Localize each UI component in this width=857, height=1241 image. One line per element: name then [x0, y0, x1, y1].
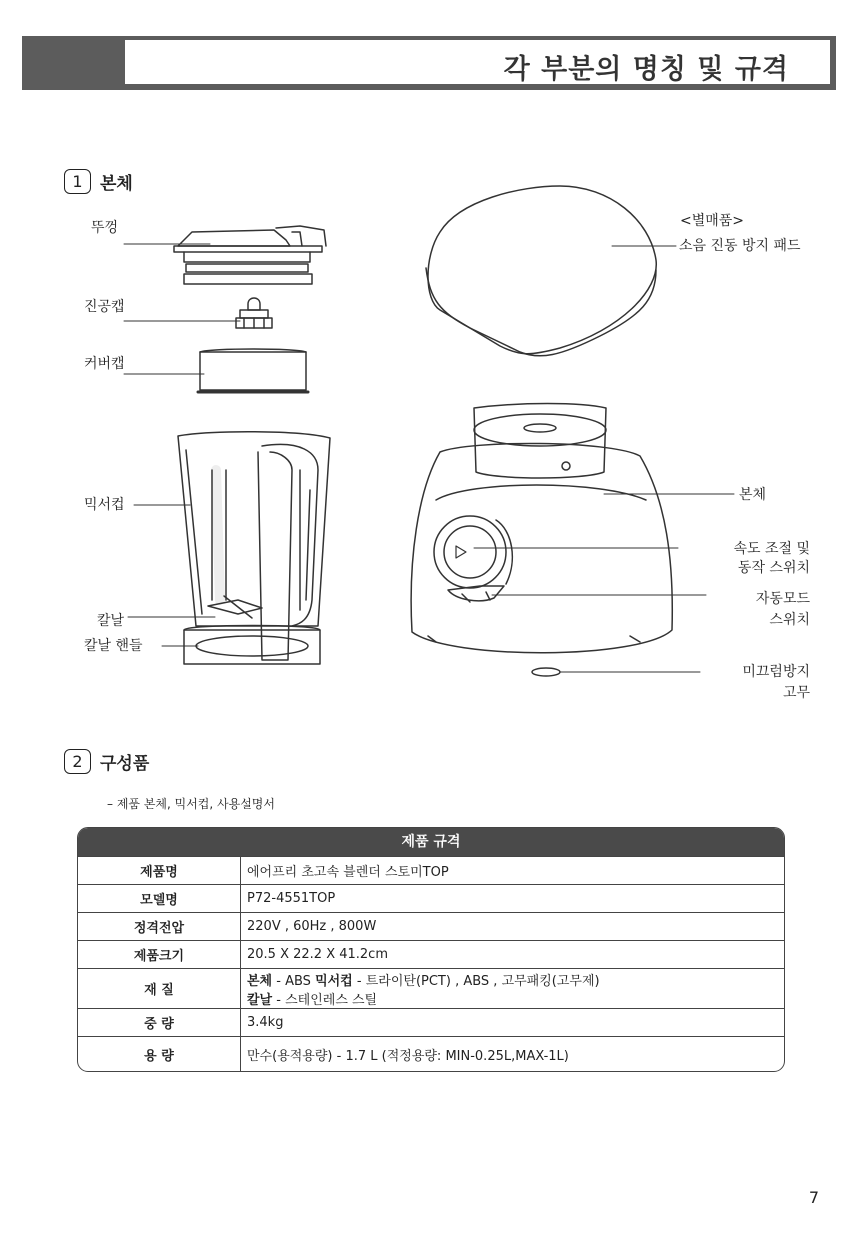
spec-value: 20.5 X 22.2 X 41.2cm [241, 941, 785, 969]
material-blade-text: - 스테인레스 스틸 [272, 992, 378, 1008]
label-anti-slip-line1: 미끄럼방지 [742, 664, 810, 680]
spec-key: 재 질 [78, 969, 241, 1009]
spec-table-title: 제품 규격 [78, 828, 784, 856]
material-body-label: 본체 [247, 973, 273, 989]
label-auto-mode-line2: 스위치 [769, 612, 810, 628]
page-number: 7 [808, 1188, 819, 1207]
mixer-cup-drawing [178, 432, 330, 664]
table-row [78, 885, 784, 913]
spec-key: 모델명 [78, 885, 241, 913]
material-blade-label: 칼날 [247, 992, 273, 1008]
label-anti-slip-line2: 고무 [782, 685, 810, 701]
label-mixer-cup: 믹서컵 [84, 497, 125, 513]
components-list: – 제품 본체, 믹서컵, 사용설명서 [107, 797, 275, 811]
spec-table-body [78, 856, 784, 1071]
label-speed-switch-line1: 속도 조절 및 [733, 541, 810, 557]
table-row [78, 857, 784, 885]
cover-cap-drawing [198, 349, 308, 392]
section-2-number: 2 [64, 749, 91, 774]
page-title: 각 부분의 명칭 및 규격 [503, 54, 789, 85]
section-2-heading [64, 749, 149, 774]
spec-key: 중 량 [78, 1009, 241, 1037]
table-row [78, 1009, 784, 1037]
spec-table [77, 827, 785, 1072]
label-body: 본체 [739, 487, 767, 503]
material-cup-text: - 트라이탄(PCT) , ABS , 고무패킹(고무제) [352, 973, 600, 989]
vacuum-cap-drawing [236, 298, 272, 328]
spec-value: 220V , 60Hz , 800W [241, 913, 785, 941]
spec-value: 3.4kg [241, 1009, 785, 1037]
main-body-drawing [411, 404, 672, 677]
spec-value: 에어프리 초고속 블렌더 스토미TOP [241, 857, 785, 885]
table-row [78, 913, 784, 941]
label-vacuum-cap: 진공캡 [84, 299, 125, 315]
label-blade: 칼날 [97, 613, 125, 629]
label-separately-sold: <별매품> [680, 213, 745, 229]
material-cup-label: 믹서컵 [315, 973, 353, 989]
label-pad: 소음 진동 방지 패드 [679, 238, 801, 254]
section-1-number: 1 [64, 169, 91, 194]
table-row [78, 1037, 784, 1072]
label-speed-switch-line2: 동작 스위치 [737, 560, 810, 576]
label-auto-mode-line1: 자동모드 [755, 591, 810, 607]
label-cover-cap: 커버캡 [84, 356, 125, 372]
spec-key: 제품크기 [78, 941, 241, 969]
pad-drawing [426, 186, 656, 356]
spec-key: 정격전압 [78, 913, 241, 941]
table-row-material [78, 969, 784, 1009]
spec-key: 제품명 [78, 857, 241, 885]
lid-drawing [174, 226, 326, 284]
spec-value: P72-4551TOP [241, 885, 785, 913]
table-row [78, 941, 784, 969]
material-body-text: - ABS [272, 973, 316, 989]
spec-key: 용 량 [78, 1037, 241, 1072]
section-2-title: 구성품 [100, 754, 150, 774]
label-lid: 뚜껑 [91, 220, 119, 236]
label-blade-handle: 칼날 핸들 [84, 638, 143, 654]
section-1-title: 본체 [100, 174, 133, 194]
spec-value: 만수(용적용량) - 1.7 L (적정용량: MIN-0.25L,MAX-1L) [241, 1037, 785, 1072]
spec-value-material [241, 969, 785, 1009]
